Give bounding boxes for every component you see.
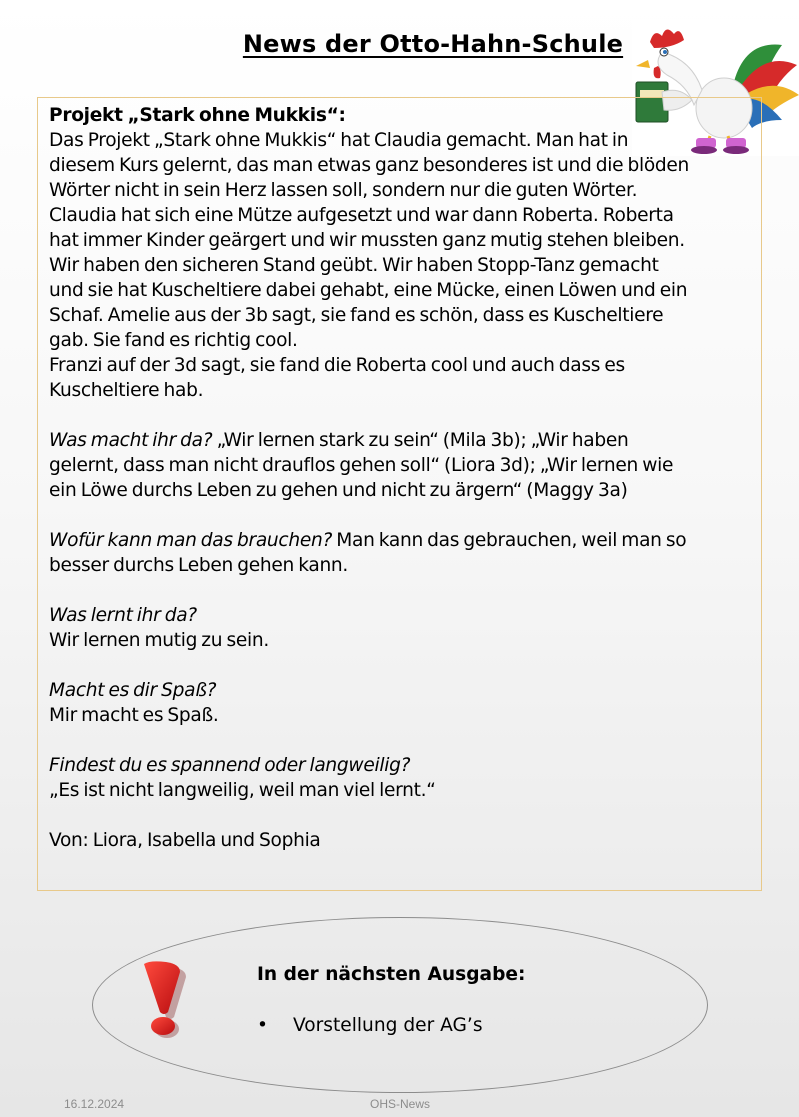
interview-answer: Man kann das gebrauchen, weil man so xyxy=(332,530,687,551)
footer-publication: OHS-News xyxy=(370,1097,431,1111)
interview-answer: Mir macht es Spaß. xyxy=(49,705,219,726)
article-line: Das Projekt „Stark ohne Mukkis“ hat Claudia gemacht. Man hat in xyxy=(49,130,629,151)
bullet-icon: • xyxy=(257,1015,268,1036)
interview-question: Was lernt ihr da? xyxy=(49,605,197,626)
article-line: Claudia hat sich eine Mütze aufgesetzt und war dann Roberta. Roberta xyxy=(49,205,674,226)
article-line: gab. Sie fand es richtig cool. xyxy=(49,330,298,351)
article-line: Franzi auf der 3d sagt, sie fand die Roberta cool und auch dass es xyxy=(49,355,625,376)
interview-answer-line: besser durchs Leben gehen kann. xyxy=(49,555,349,576)
exclamation-icon xyxy=(136,960,192,1040)
article-authors: Von: Liora, Isabella und Sophia xyxy=(49,830,321,851)
article-line: diesem Kurs gelernt, das man etwas ganz besonderes ist und die blöden xyxy=(49,155,690,176)
article-line: Wir haben den sicheren Stand geübt. Wir haben Stopp-Tanz gemacht xyxy=(49,255,659,276)
interview-q2-line1 xyxy=(49,528,749,553)
article-line: und sie hat Kuscheltiere dabei gehabt, eine Mücke, einen Löwen und ein xyxy=(49,280,688,301)
interview-answer-line: ein Löwe durchs Leben zu gehen und nicht zu ärgern“ (Maggy 3a) xyxy=(49,480,628,501)
next-issue-item xyxy=(257,1015,483,1036)
interview-question: Findest du es spannend oder langweilig? xyxy=(49,755,411,776)
interview-answer-line: gelernt, dass man nicht drauflos gehen soll“ (Liora 3d); „Wir lernen wie xyxy=(49,455,674,476)
interview-question: Was macht ihr da? xyxy=(49,430,213,451)
article xyxy=(49,103,749,853)
next-issue-heading: In der nächsten Ausgabe: xyxy=(257,964,526,985)
next-issue-item-label: Vorstellung der AG’s xyxy=(293,1015,483,1036)
interview-q1-line1 xyxy=(49,428,749,453)
interview-question: Macht es dir Spaß? xyxy=(49,680,217,701)
article-line: Kuscheltiere hab. xyxy=(49,380,204,401)
interview-answer: Wir lernen mutig zu sein. xyxy=(49,630,269,651)
page-title: News der Otto-Hahn-Schule xyxy=(242,30,624,58)
article-line: hat immer Kinder geärgert und wir mussten ganz mutig stehen bleiben. xyxy=(49,230,685,251)
article-line: Wörter nicht in sein Herz lassen soll, sondern nur die guten Wörter. xyxy=(49,180,638,201)
footer-date: 16.12.2024 xyxy=(64,1097,125,1111)
interview-answer: „Es ist nicht langweilig, weil man viel lernt.“ xyxy=(49,780,436,801)
article-line: Schaf. Amelie aus der 3b sagt, sie fand es schön, dass es Kuscheltiere xyxy=(49,305,664,326)
interview-answer: „Wir lernen stark zu sein“ (Mila 3b); „Wir haben xyxy=(212,430,629,451)
interview-question: Wofür kann man das brauchen? xyxy=(49,530,333,551)
article-heading: Projekt „Stark ohne Mukkis“: xyxy=(49,105,346,126)
